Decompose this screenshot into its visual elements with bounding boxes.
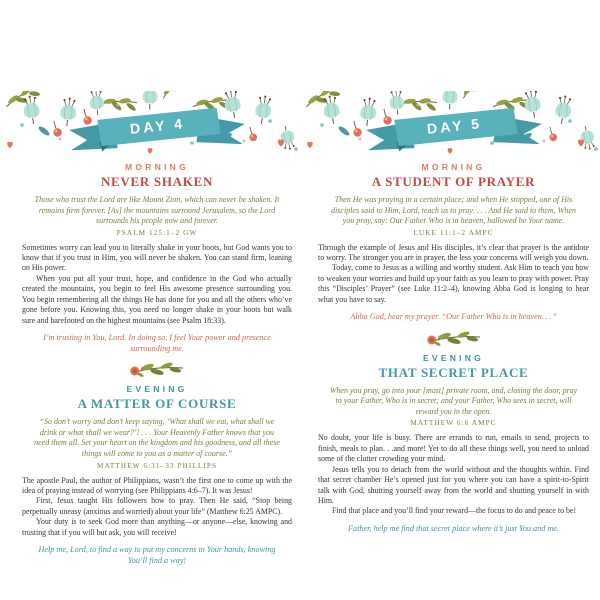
evening-kicker: EVENING xyxy=(422,352,485,363)
day-banner-label: DAY 4 xyxy=(129,115,186,137)
paragraph: Sometimes worry can lead you to literally shake in your boots, but God wants you to know that if you trust in Him, you will never be shaken. You can stand firm, leaning on His power. xyxy=(22,242,292,273)
paragraph: No doubt, your life is busy. There are errands to run, emails to send, projects to finish, meals to plan. . .and more! Yet to do all these things well, you need to unload some of the clutter crowding your mind. xyxy=(318,433,589,464)
page-day-5 xyxy=(300,91,600,571)
evening-title: A MATTER OF COURSE xyxy=(77,396,237,412)
evening-section xyxy=(22,384,292,566)
morning-kicker: MORNING xyxy=(421,162,486,172)
page-day-4 xyxy=(0,91,300,571)
paragraph: Through the example of Jesus and His disciples, it’s clear that prayer is the antidote to worry. The stronger you are in prayer, the less your concerns will weigh you down. xyxy=(318,242,589,263)
evening-scripture: When you pray, go into your [most] private room, and, closing the door, pray to your Father, Who is in secret; and your Father, Who sees in secret, will reward you in the open. xyxy=(329,385,578,416)
morning-section xyxy=(22,162,292,354)
morning-scripture: Those who trust the Lord are like Mount Zion, which can never be shaken. It remains firm forever. [As] the mountains surround Jerusalem, so the Lord surrounds his people now and forever. xyxy=(34,195,280,226)
sprig-divider-icon xyxy=(22,359,292,381)
morning-prayer: Abba God, hear my prayer. “Our Father Who is in heaven. . .” xyxy=(350,312,557,322)
evening-body xyxy=(318,433,589,516)
evening-scripture-reference: MATTHEW 6:6 AMPC xyxy=(410,419,497,428)
evening-kicker: EVENING xyxy=(126,384,188,395)
paragraph: Today, come to Jesus as a willing and worthy student. Ask Him to teach you how to weaken your worries and build up your faith as you learn to pray with power. Pray this “Disciples’ Prayer” (see Luke 11:2–4), knowing Abba God is longing to hear what you have to say. xyxy=(318,263,589,304)
morning-section xyxy=(318,162,589,323)
day-banner xyxy=(318,91,589,159)
paragraph: Jesus tells you to detach from the world without and the thoughts within. Find that secret chamber He’s opened just for you where you can have a spirit-to-Spirit talk with God, shutting yourself away from the world and shutting yourself in with Him. xyxy=(318,464,589,505)
morning-kicker: MORNING xyxy=(125,162,189,172)
evening-title: THAT SECRET PLACE xyxy=(378,364,529,380)
ribbon-banner-icon xyxy=(358,101,550,163)
morning-prayer: I’m trusting in You, Lord. In doing so, I feel Your power and presence surrounding me. xyxy=(43,333,271,353)
sprig-divider-icon xyxy=(318,328,589,350)
paragraph: Your duty is to seek God more than anything—or anyone—else, knowing and trusting that if you will but ask, you will receive! xyxy=(22,517,292,537)
page-columns xyxy=(0,91,600,571)
day-banner xyxy=(22,91,292,159)
day-banner-label: DAY 5 xyxy=(425,115,483,137)
evening-prayer: Father, help me find that secret place where it’s just You and me. xyxy=(348,523,559,533)
evening-scripture-reference: MATTHEW 6:31–33 PHILLIPS xyxy=(96,461,218,470)
morning-scripture: Then He was praying in a certain place; and when He stopped, one of His disciples said to Him, Lord, teach us to pray. . . . And He said to them, When you pray, say: Our Father Who is in heaven, hallowed be Your name. xyxy=(331,195,576,226)
morning-scripture-reference: PSALM 125:1–2 GW xyxy=(116,228,198,237)
evening-prayer: Help me, Lord, to find a way to put my concerns in Your hands, knowing You’ll find a way! xyxy=(38,545,276,565)
evening-body xyxy=(22,476,292,539)
paragraph: When you put all your trust, hope, and confidence in the God who actually created the mountains, you begin to feel His awesome presence surrounding you. You begin remembering all the things He has done for you and all the others who’ve gone before you. Knowing this, you need no longer shake in your boots but walk sure and barefooted on the highest mountains (see Psalm 18:33). xyxy=(22,273,292,325)
morning-body xyxy=(22,243,292,326)
paragraph: Find that place and you’ll find your reward—the focus to do and peace to be! xyxy=(332,506,577,516)
morning-body xyxy=(318,243,589,306)
morning-scripture-reference: LUKE 11:1–2 AMPC xyxy=(413,228,494,237)
ribbon-banner-icon xyxy=(61,101,253,163)
morning-title: NEVER SHAKEN xyxy=(100,174,214,189)
evening-scripture: “So don’t worry and don’t keep saying, ‘What shall we eat, what shall we drink or what shall we wear?’! . . . Your Heavenly Father knows that you need them all. Set your heart on the kingdom and his goodness, and all these things will come to you as a matter of course.” xyxy=(34,417,280,458)
morning-title: A STUDENT OF PRAYER xyxy=(371,174,536,189)
paragraph: The apostle Paul, the author of Philippians, wasn’t the first one to come up with the idea of praying instead of worrying (see Philippians 4:6–7). It was Jesus! xyxy=(22,475,292,495)
paragraph: First, Jesus taught His followers how to pray. Then He said, “Stop being perpetually uneasy (anxious and worried) about your life” (Matthew 6:25 AMPC). xyxy=(22,496,292,516)
evening-section xyxy=(318,353,589,535)
